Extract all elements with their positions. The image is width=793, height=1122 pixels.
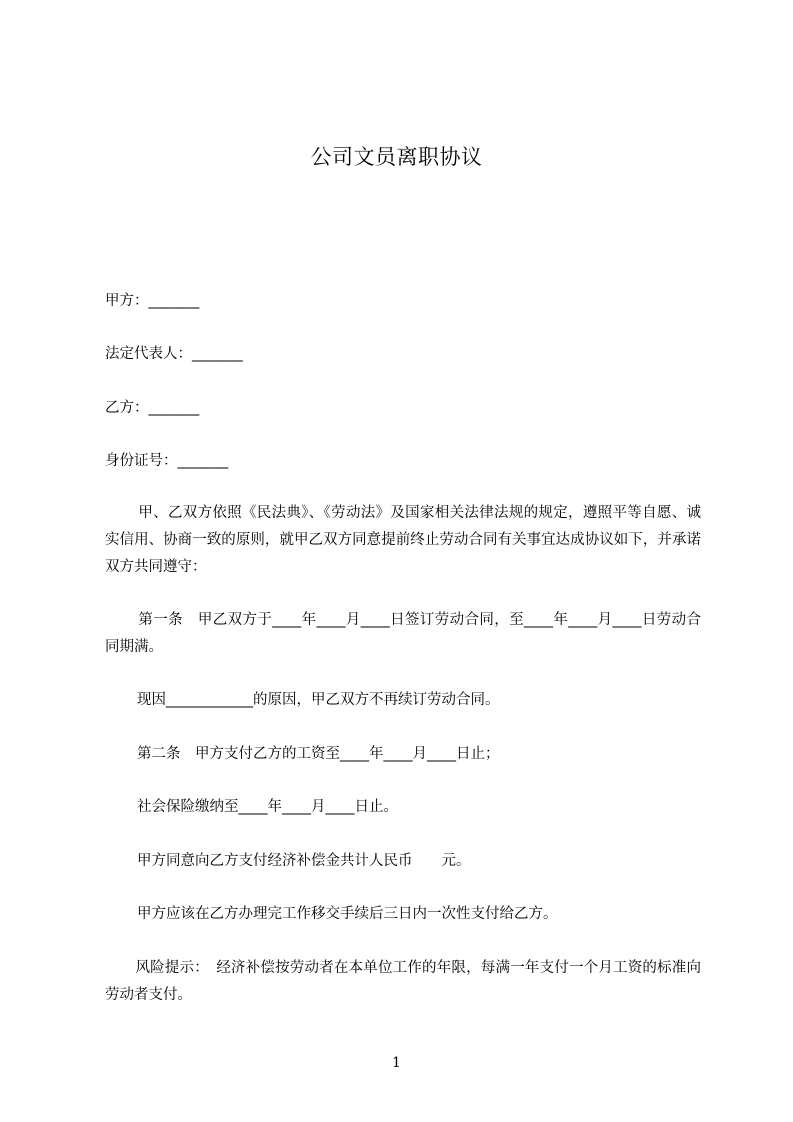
payment-line: 甲方应该在乙方办理完工作移交手续后三日内一次性支付给乙方。 <box>137 906 558 922</box>
page-number: 1 <box>392 1055 401 1071</box>
article-one-paragraph: 第一条 甲乙双方于____年____月____日签订劳动合同，至____年____月____日劳动合同期满。 <box>105 612 701 655</box>
legal-representative-line: 法定代表人：_______ <box>105 346 243 362</box>
id-number-line: 身份证号：_______ <box>105 453 229 469</box>
reason-line: 现因____________的原因，甲乙双方不再续订劳动合同。 <box>137 692 500 708</box>
party-b-line: 乙方：_______ <box>105 400 200 416</box>
document-title: 公司文员离职协议 <box>310 145 483 169</box>
intro-paragraph: 甲、乙双方依照《民法典》、《劳动法》及国家相关法律法规的规定，遵照平等自愿、诚实信用、协商一致的原则，就甲乙双方同意提前终止劳动合同有关事宜达成协议如下，并承诺双方共同遵守： <box>105 505 701 575</box>
article-two-line: 第二条 甲方支付乙方的工资至____年____月____日止； <box>137 746 500 762</box>
risk-tip-paragraph: 风险提示： 经济补偿按劳动者在本单位工作的年限，每满一年支付一个月工资的标准向劳动者支付。 <box>105 960 701 1003</box>
social-insurance-line: 社会保险缴纳至____年____月____日止。 <box>137 799 398 815</box>
compensation-line: 甲方同意向乙方支付经济补偿金共计人民币 元。 <box>137 853 471 869</box>
party-a-line: 甲方：_______ <box>105 293 200 309</box>
